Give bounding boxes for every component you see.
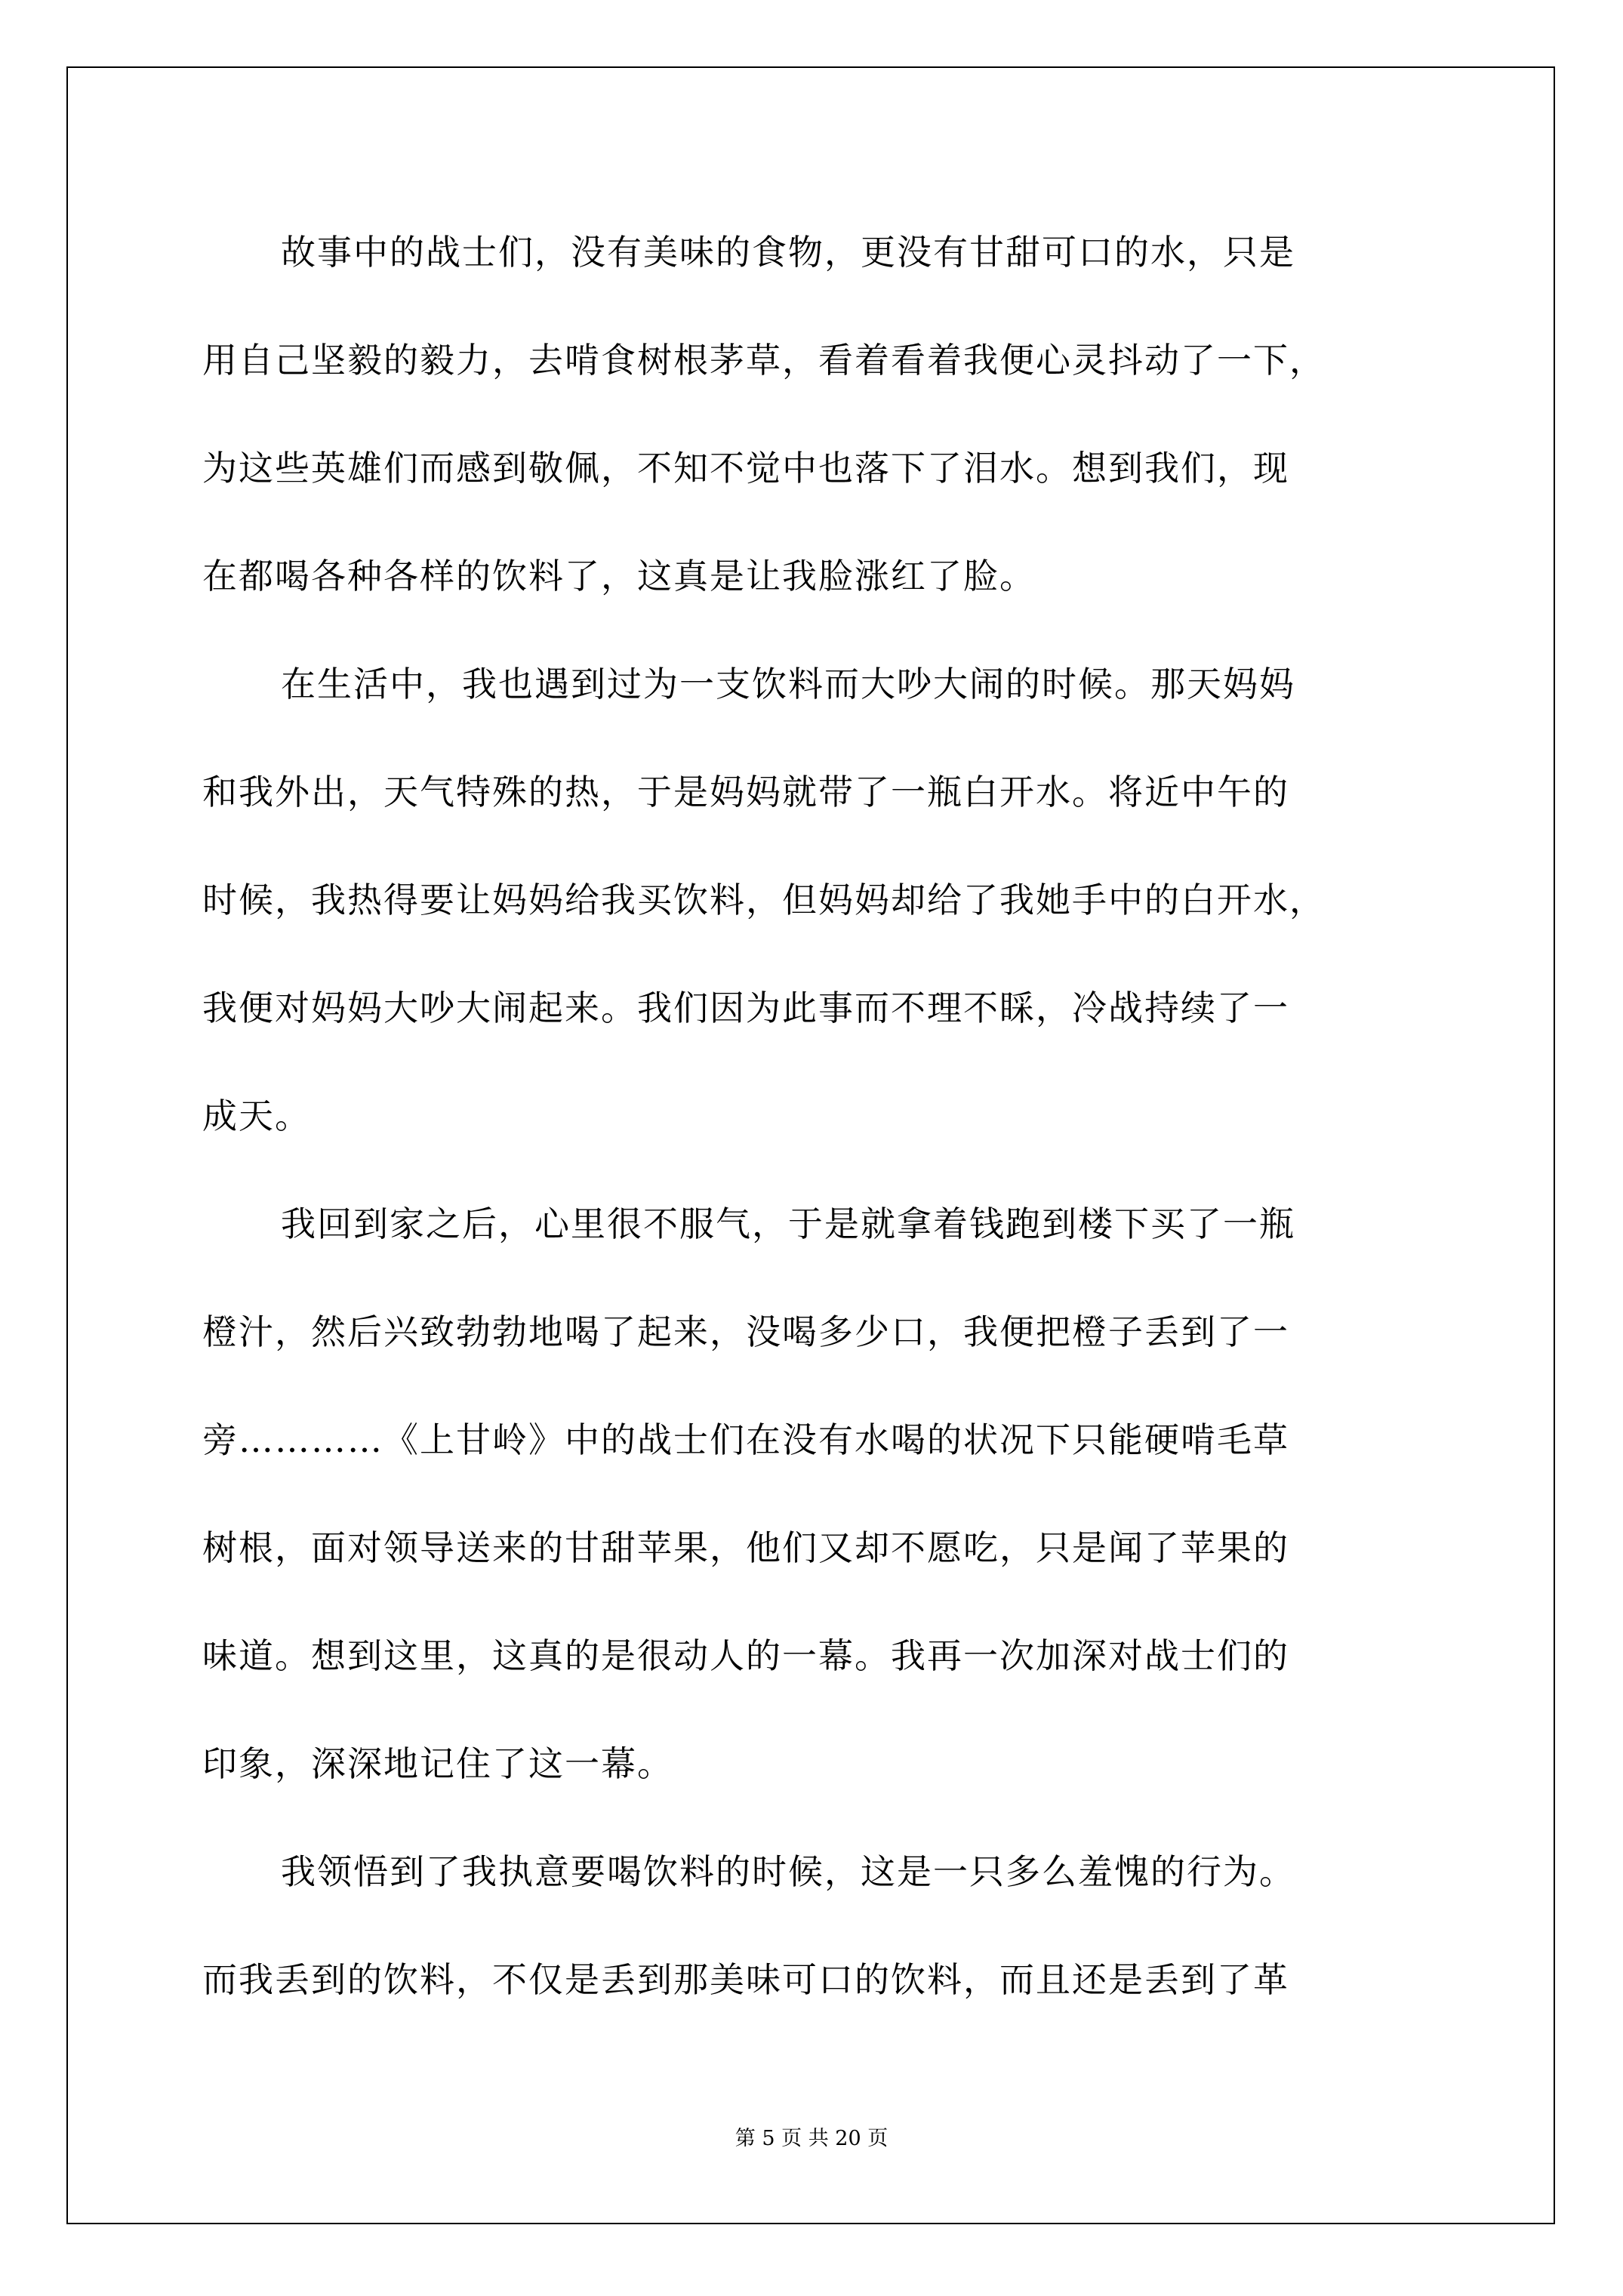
text-line: 用自己坚毅的毅力，去啃食树根茅草，看着看着我便心灵抖动了一下， bbox=[202, 340, 1326, 381]
text-line: 而我丢到的饮料，不仅是丢到那美味可口的饮料，而且还是丢到了革 bbox=[202, 1959, 1289, 2000]
text-line: 我领悟到了我执意要喝饮料的时候，这是一只多么羞愧的行为。 bbox=[281, 1851, 1295, 1892]
text-line: 旁…………《上甘岭》中的战士们在没有水喝的状况下只能硬啃毛草 bbox=[202, 1419, 1289, 1460]
text-line: 在都喝各种各样的饮料了，这真是让我脸涨红了脸。 bbox=[202, 556, 1036, 596]
text-line: 味道。想到这里，这真的是很动人的一幕。我再一次加深对战士们的 bbox=[202, 1635, 1289, 1676]
text-line: 印象，深深地记住了这一幕。 bbox=[202, 1743, 673, 1784]
text-line: 我便对妈妈大吵大闹起来。我们因为此事而不理不睬，冷战持续了一 bbox=[202, 988, 1289, 1028]
page-number-footer: 第 5 页 共 20 页 bbox=[735, 2127, 888, 2150]
text-line: 在生活中，我也遇到过为一支饮料而大吵大闹的时候。那天妈妈 bbox=[281, 664, 1295, 704]
text-line: 树根，面对领导送来的甘甜苹果，他们又却不愿吃，只是闻了苹果的 bbox=[202, 1527, 1289, 1568]
text-line: 我回到家之后，心里很不服气，于是就拿着钱跑到楼下买了一瓶 bbox=[281, 1203, 1295, 1244]
text-line: 和我外出，天气特殊的热，于是妈妈就带了一瓶白开水。将近中午的 bbox=[202, 772, 1289, 812]
text-line: 为这些英雄们而感到敬佩，不知不觉中也落下了泪水。想到我们，现 bbox=[202, 448, 1289, 488]
text-line: 时候，我热得要让妈妈给我买饮料，但妈妈却给了我她手中的白开水， bbox=[202, 880, 1326, 920]
text-line: 橙汁，然后兴致勃勃地喝了起来，没喝多少口，我便把橙子丢到了一 bbox=[202, 1311, 1289, 1352]
text-line: 成天。 bbox=[202, 1096, 311, 1136]
text-line: 故事中的战士们，没有美味的食物，更没有甘甜可口的水，只是 bbox=[281, 232, 1295, 273]
document-body bbox=[202, 199, 1440, 2034]
